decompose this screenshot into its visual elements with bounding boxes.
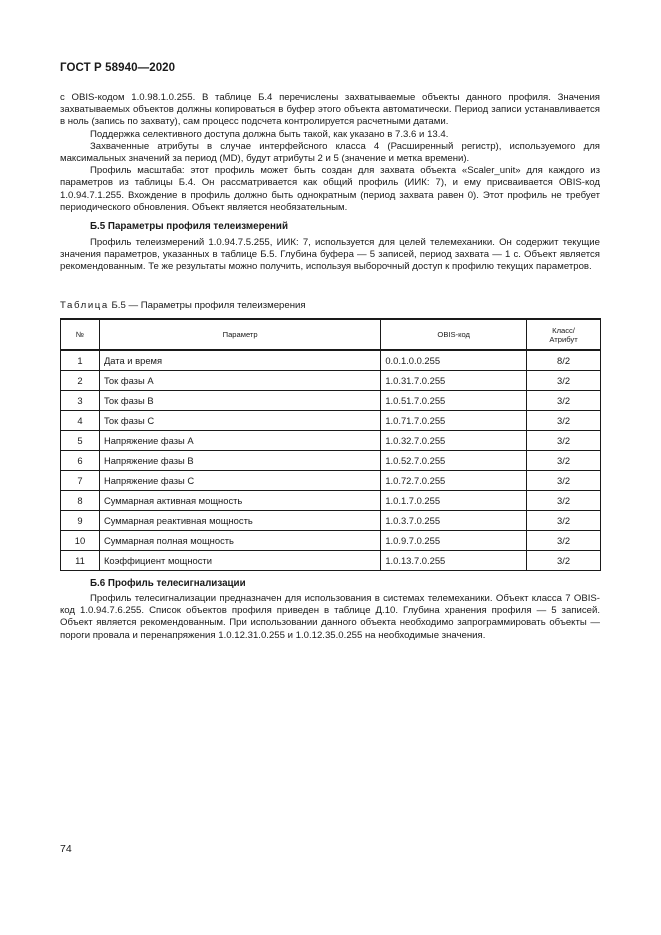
row-class: 3/2: [527, 511, 601, 531]
row-class: 3/2: [527, 551, 601, 571]
row-param: Суммарная полная мощность: [99, 531, 380, 551]
row-num: 3: [61, 391, 100, 411]
row-obis: 1.0.9.7.0.255: [381, 531, 527, 551]
row-num: 5: [61, 431, 100, 451]
parameters-table: [60, 318, 601, 571]
row-obis: 1.0.72.7.0.255: [381, 471, 527, 491]
row-obis: 1.0.52.7.0.255: [381, 451, 527, 471]
header-class-line1: Класс/: [552, 325, 575, 335]
row-obis: 1.0.31.7.0.255: [381, 371, 527, 391]
table-caption-text: Б.5 — Параметры профиля телеизмерения: [111, 300, 306, 311]
table-row: [61, 471, 601, 491]
table-row: [61, 431, 601, 451]
row-obis: 1.0.51.7.0.255: [381, 391, 527, 411]
row-param: Суммарная активная мощность: [99, 491, 380, 511]
header-num: №: [61, 319, 100, 350]
row-class: 8/2: [527, 350, 601, 371]
row-num: 9: [61, 511, 100, 531]
section-b6-paragraph: Профиль телесигнализации предназначен для использования в системах телемеханики. Объект класса 7 OBIS-код 1.0.94.7.6.255. Список объектов профиля приведен в таблице Д.10. Глубина хранения профиля — 5 записей. Объект является рекомендованным. При использовании данного объекта необходимо запрограммировать объекты — пороги провала и перенапряжения 1.0.12.31.0.255 и 1.0.12.35.0.255 на необходимые значения.: [60, 593, 600, 641]
row-num: 7: [61, 471, 100, 491]
row-num: 1: [61, 350, 100, 371]
table-row: [61, 491, 601, 511]
row-obis: 1.0.71.7.0.255: [381, 411, 527, 431]
row-param: Ток фазы С: [99, 411, 380, 431]
table-row: [61, 551, 601, 571]
row-class: 3/2: [527, 371, 601, 391]
intro-paragraph-2: Поддержка селективного доступа должна быть такой, как указано в 7.3.6 и 13.4.: [90, 128, 449, 140]
row-obis: 1.0.1.7.0.255: [381, 491, 527, 511]
row-param: Напряжение фазы А: [99, 431, 380, 451]
table-row: [61, 350, 601, 371]
table-row: [61, 451, 601, 471]
intro-paragraph-4: Профиль масштаба: этот профиль может быть создан для захвата объекта «Scaler_unit» для каждого из параметров из таблицы Б.4. Он рассматривается как общий профиль (ИИК: 7), и ему присваивается OBIS-код 1.0.94.7.1.255. Вхождение в профиль должно быть однократным (период захвата равен 0). Этот профиль не требует периодического обновления. Объект является необязательным.: [60, 165, 600, 213]
document-header: ГОСТ Р 58940—2020: [60, 62, 176, 74]
row-param: Суммарная реактивная мощность: [99, 511, 380, 531]
row-num: 2: [61, 371, 100, 391]
intro-text-block: [60, 92, 600, 214]
row-param: Дата и время: [99, 350, 380, 371]
row-param: Коэффициент мощности: [99, 551, 380, 571]
section-b5-title: Б.5 Параметры профиля телеизмерений: [90, 221, 288, 232]
header-class-line2: Атрибут: [549, 334, 578, 344]
row-class: 3/2: [527, 391, 601, 411]
row-num: 8: [61, 491, 100, 511]
row-param: Напряжение фазы С: [99, 471, 380, 491]
table-caption-word: Таблица: [60, 300, 109, 311]
row-class: 3/2: [527, 471, 601, 491]
table-row: [61, 531, 601, 551]
header-class: [527, 319, 601, 350]
row-class: 3/2: [527, 491, 601, 511]
header-obis: OBIS-код: [381, 319, 527, 350]
table-row: [61, 411, 601, 431]
row-obis: 1.0.13.7.0.255: [381, 551, 527, 571]
row-obis: 1.0.32.7.0.255: [381, 431, 527, 451]
row-class: 3/2: [527, 451, 601, 471]
section-b5-paragraph: Профиль телеизмерений 1.0.94.7.5.255, ИИК: 7, используется для целей телемеханики. Он содержит текущие значения параметров, указанных в таблице Б.5. Глубина буфера — 5 записей, период захвата — 1 с. Объект является рекомендованным. Те же результаты можно получить, используя выборочный доступ к профилю текущих параметров.: [60, 237, 600, 273]
row-obis: 1.0.3.7.0.255: [381, 511, 527, 531]
intro-paragraph-3: Захваченные атрибуты в случае интерфейсного класса 4 (Расширенный регистр), используемого для максимальных значений за период (MD), будут атрибуты 2 и 5 (значение и метка времени).: [60, 140, 600, 165]
table-caption: [60, 300, 306, 311]
page-number: 74: [60, 843, 72, 855]
table-row: [61, 391, 601, 411]
section-b6-text-block: [60, 593, 600, 642]
row-num: 6: [61, 451, 100, 471]
row-class: 3/2: [527, 431, 601, 451]
row-class: 3/2: [527, 411, 601, 431]
row-class: 3/2: [527, 531, 601, 551]
row-num: 10: [61, 531, 100, 551]
table-row: [61, 371, 601, 391]
section-b6-title: Б.6 Профиль телесигнализации: [90, 578, 246, 589]
section-b5-text-block: [60, 237, 600, 274]
intro-paragraph-1: с OBIS-кодом 1.0.98.1.0.255. В таблице Б.4 перечислены захватываемые объекты данного профиля. Значения захватываемых объектов должны копироваться в буфер этого объекта автоматически. Период записи устанавливается в ноль (запись по захвату), сам процесс подсчета контролируется расчетными датами.: [60, 92, 600, 128]
row-num: 11: [61, 551, 100, 571]
row-obis: 0.0.1.0.0.255: [381, 350, 527, 371]
row-param: Ток фазы В: [99, 391, 380, 411]
table-row: [61, 511, 601, 531]
header-param: Параметр: [99, 319, 380, 350]
row-param: Ток фазы А: [99, 371, 380, 391]
table-header-row: [61, 319, 601, 350]
row-param: Напряжение фазы В: [99, 451, 380, 471]
row-num: 4: [61, 411, 100, 431]
